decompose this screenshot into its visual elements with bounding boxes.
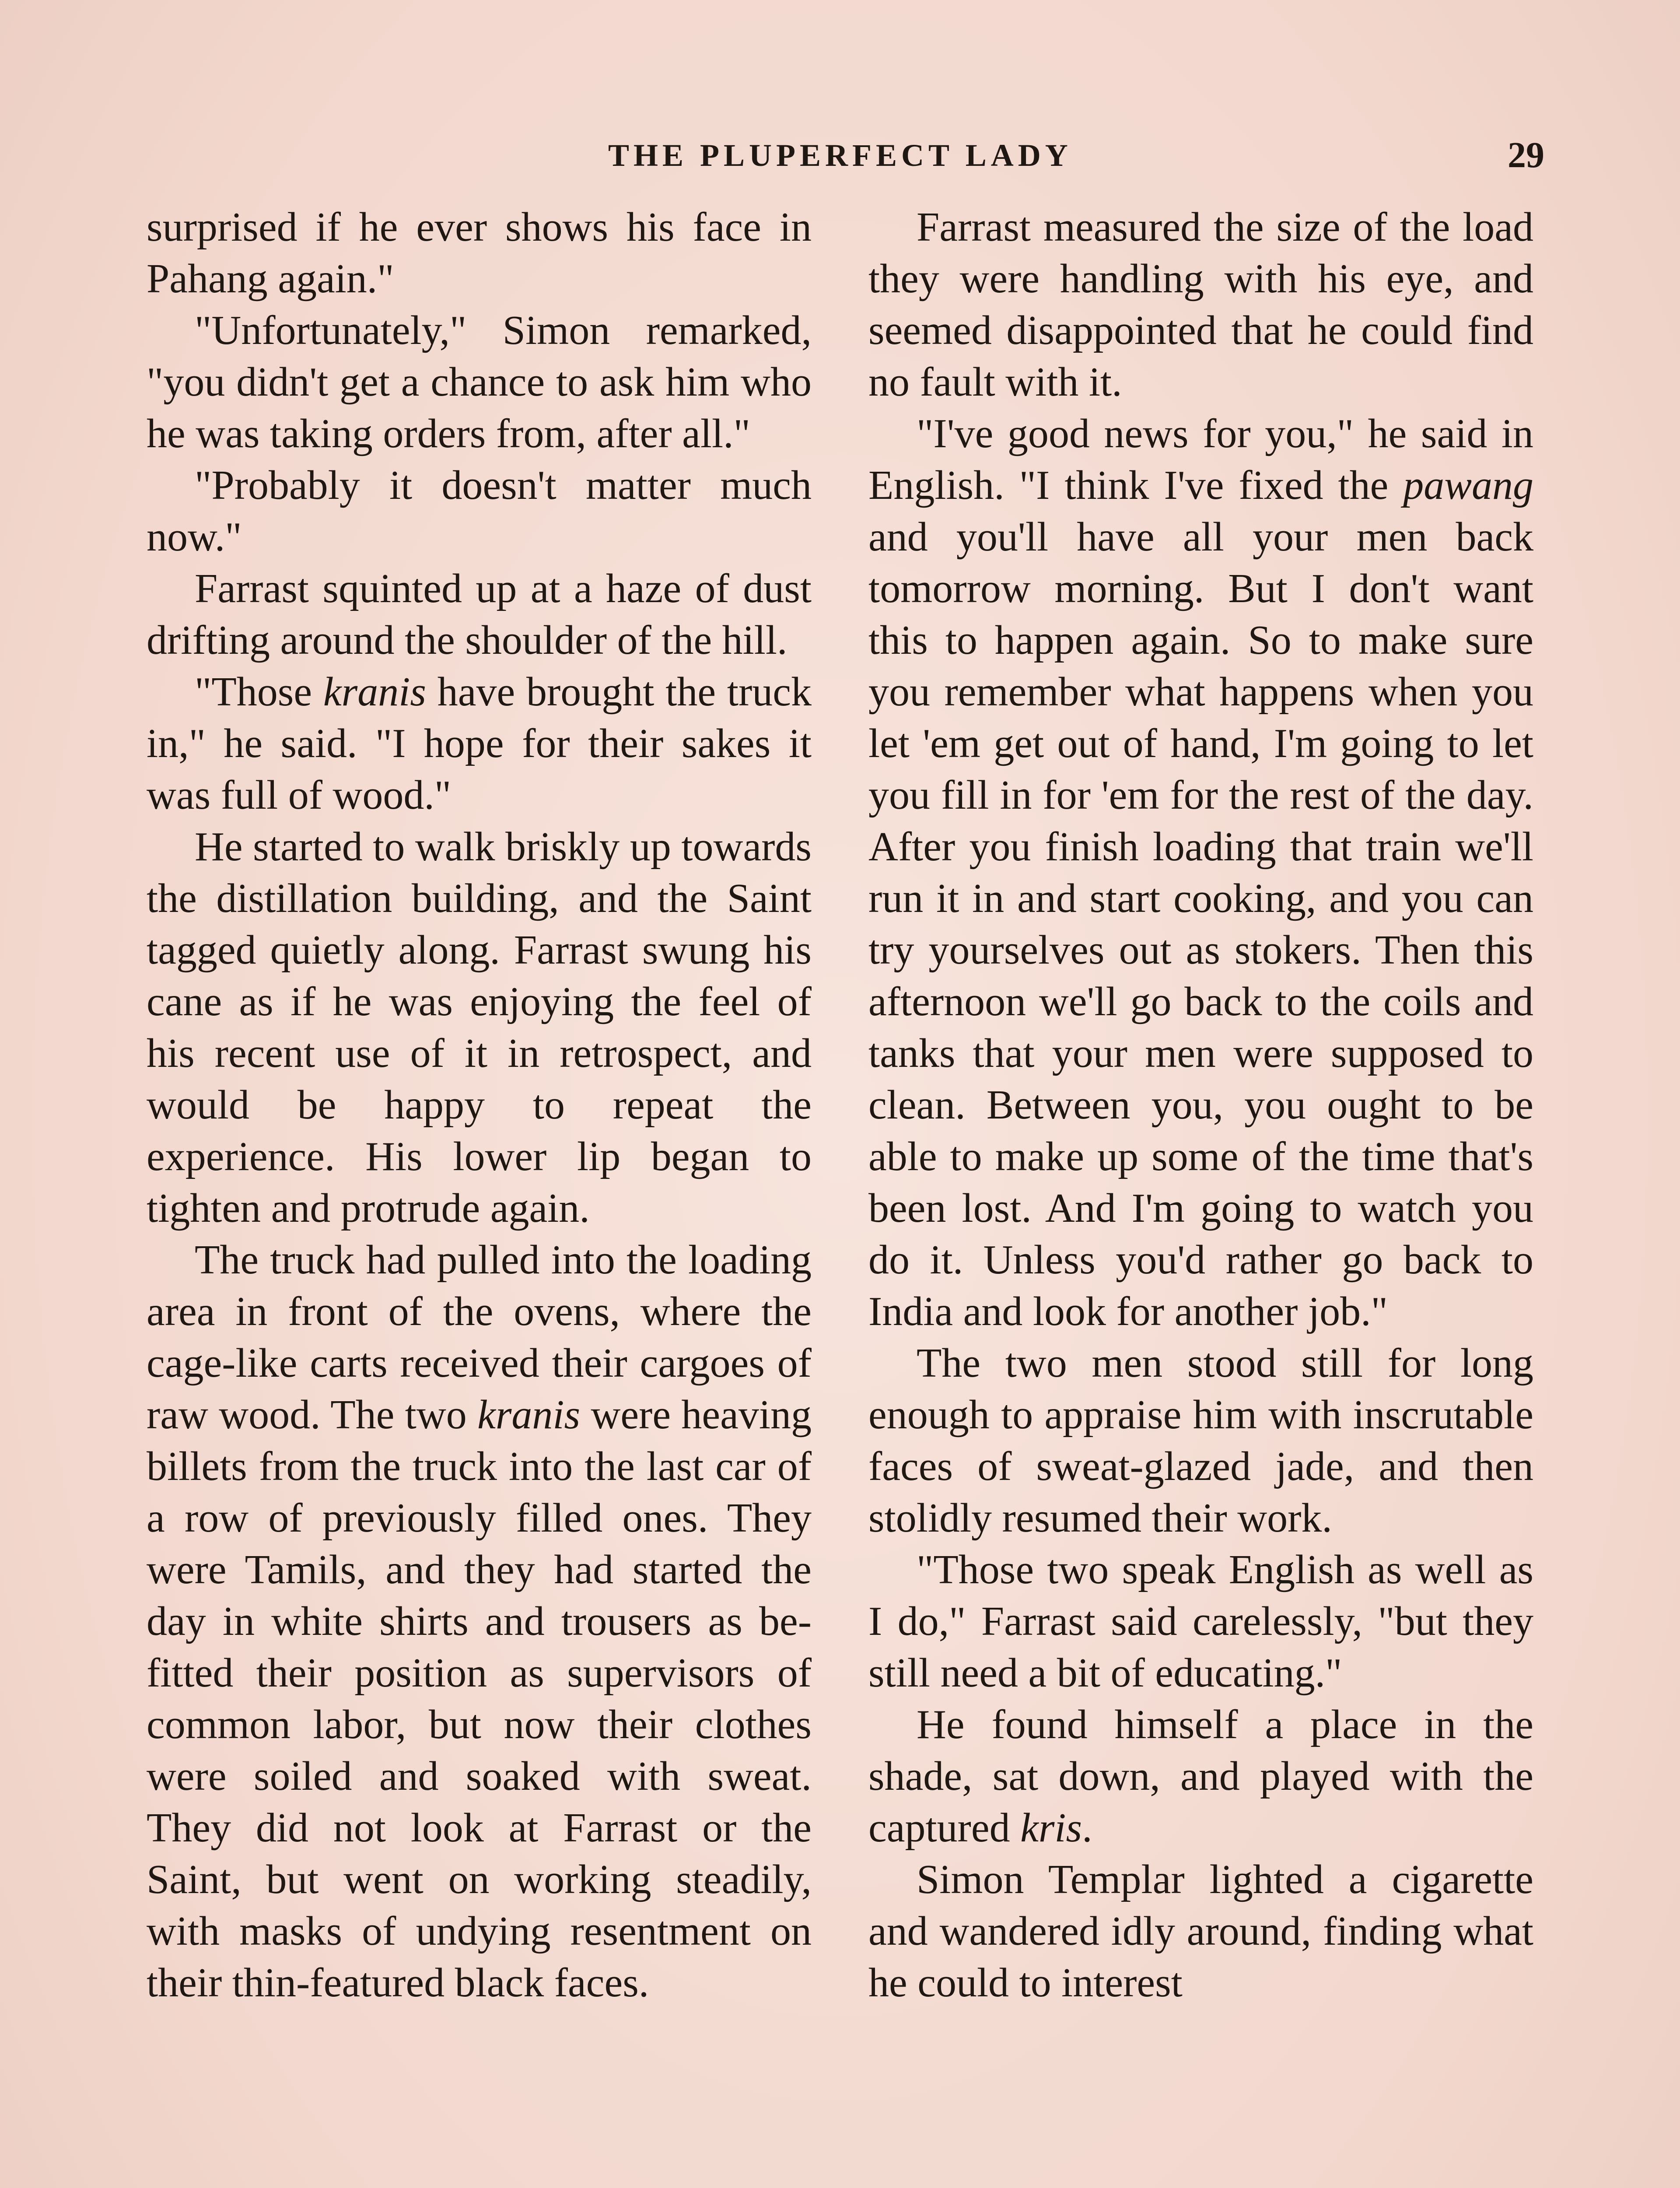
paragraph (147, 201, 812, 305)
paragraph (868, 408, 1533, 1337)
paragraph (868, 1544, 1533, 1699)
text-run: Simon Templar lighted a cigarette and wandered idly around, finding what he could to interest (868, 1857, 1533, 2006)
paragraph (868, 1699, 1533, 1854)
text-run: "Probably it doesn't matter much now." (147, 463, 812, 560)
running-title: THE PLUPERFECT LADY (608, 138, 1072, 173)
text-run: "Those (195, 669, 323, 715)
text-run: . (1082, 1805, 1092, 1851)
paragraph (868, 1337, 1533, 1544)
paragraph (147, 563, 812, 666)
paragraph (147, 666, 812, 821)
text-run: The truck had pulled into the loading area in front of the ovens, where the cage-like carts received their cargoes of raw wood. The two (147, 1237, 812, 1438)
paragraph (868, 1854, 1533, 2009)
italic-term: kris (1020, 1805, 1082, 1851)
text-column-left (147, 201, 812, 2188)
text-column-right (868, 201, 1533, 2188)
text-run: "Those two speak English as well as I do," Farrast said carelessly, "but they still need a bit of educating." (868, 1547, 1533, 1696)
paragraph (147, 459, 812, 563)
paragraph (147, 821, 812, 1234)
text-run: were heaving billets from the truck into the last car of a row of previously filled ones. They were Tamils, and they had started the day in white shirts and trousers as befitted their position as supervisors of common labor, but now their clothes were soiled and soaked with sweat. They did not look at Farrast or the Saint, but went on working steadily, with masks of undying resentment on their thin-featured black faces. (147, 1392, 812, 2006)
italic-term: kranis (477, 1392, 581, 1438)
page-number: 29 (1508, 135, 1544, 175)
text-run: "I've good news for you," he said in English. "I think I've fixed the (868, 411, 1533, 508)
text-run: He started to walk briskly up towards the distillation building, and the Saint tagged quietly along. Farrast swung his cane as if he was enjoying the feel of his recent use of it in retrospect, and would be happy to repeat the experience. His lower lip began to tighten and protrude again. (147, 824, 812, 1231)
text-run: have brought the truck in," he said. "I hope for their sakes it was full of wood." (147, 669, 812, 818)
text-run: The two men stood still for long enough to appraise him with inscrutable faces of sweat-glazed jade, and then stolidly resumed their work. (868, 1340, 1533, 1541)
paragraph (147, 305, 812, 459)
text-run: "Unfortunately," Simon remarked, "you didn't get a chance to ask him who he was taking orders from, after all." (147, 308, 812, 456)
text-run: Farrast measured the size of the load they were handling with his eye, and seemed disappointed that he could find no fault with it. (868, 204, 1533, 405)
italic-term: kranis (323, 669, 426, 715)
paragraph (868, 201, 1533, 408)
paragraph (147, 1234, 812, 2009)
text-run: He found himself a place in the shade, sat down, and played with the captured (868, 1702, 1533, 1851)
text-run: Farrast squinted up at a haze of dust drifting around the shoulder of the hill. (147, 566, 812, 663)
page-header (144, 131, 1544, 179)
italic-term: pawang (1403, 463, 1533, 508)
text-run: and you'll have all your men back tomorrow morning. But I don't want this to happen again. So to make sure you remember what happens when you let 'em get out of hand, I'm going to let you fill in for 'em for the rest of the day. After you finish loading that train we'll run it in and start cooking, and you can try yourselves out as stokers. Then this afternoon we'll go back to the coils and tanks that your men were supposed to clean. Between you, you ought to be able to make up some of the time that's been lost. And I'm going to watch you do it. Unless you'd rather go back to India and look for another job." (868, 514, 1533, 1334)
text-run: surprised if he ever shows his face in Pahang again." (147, 204, 812, 302)
